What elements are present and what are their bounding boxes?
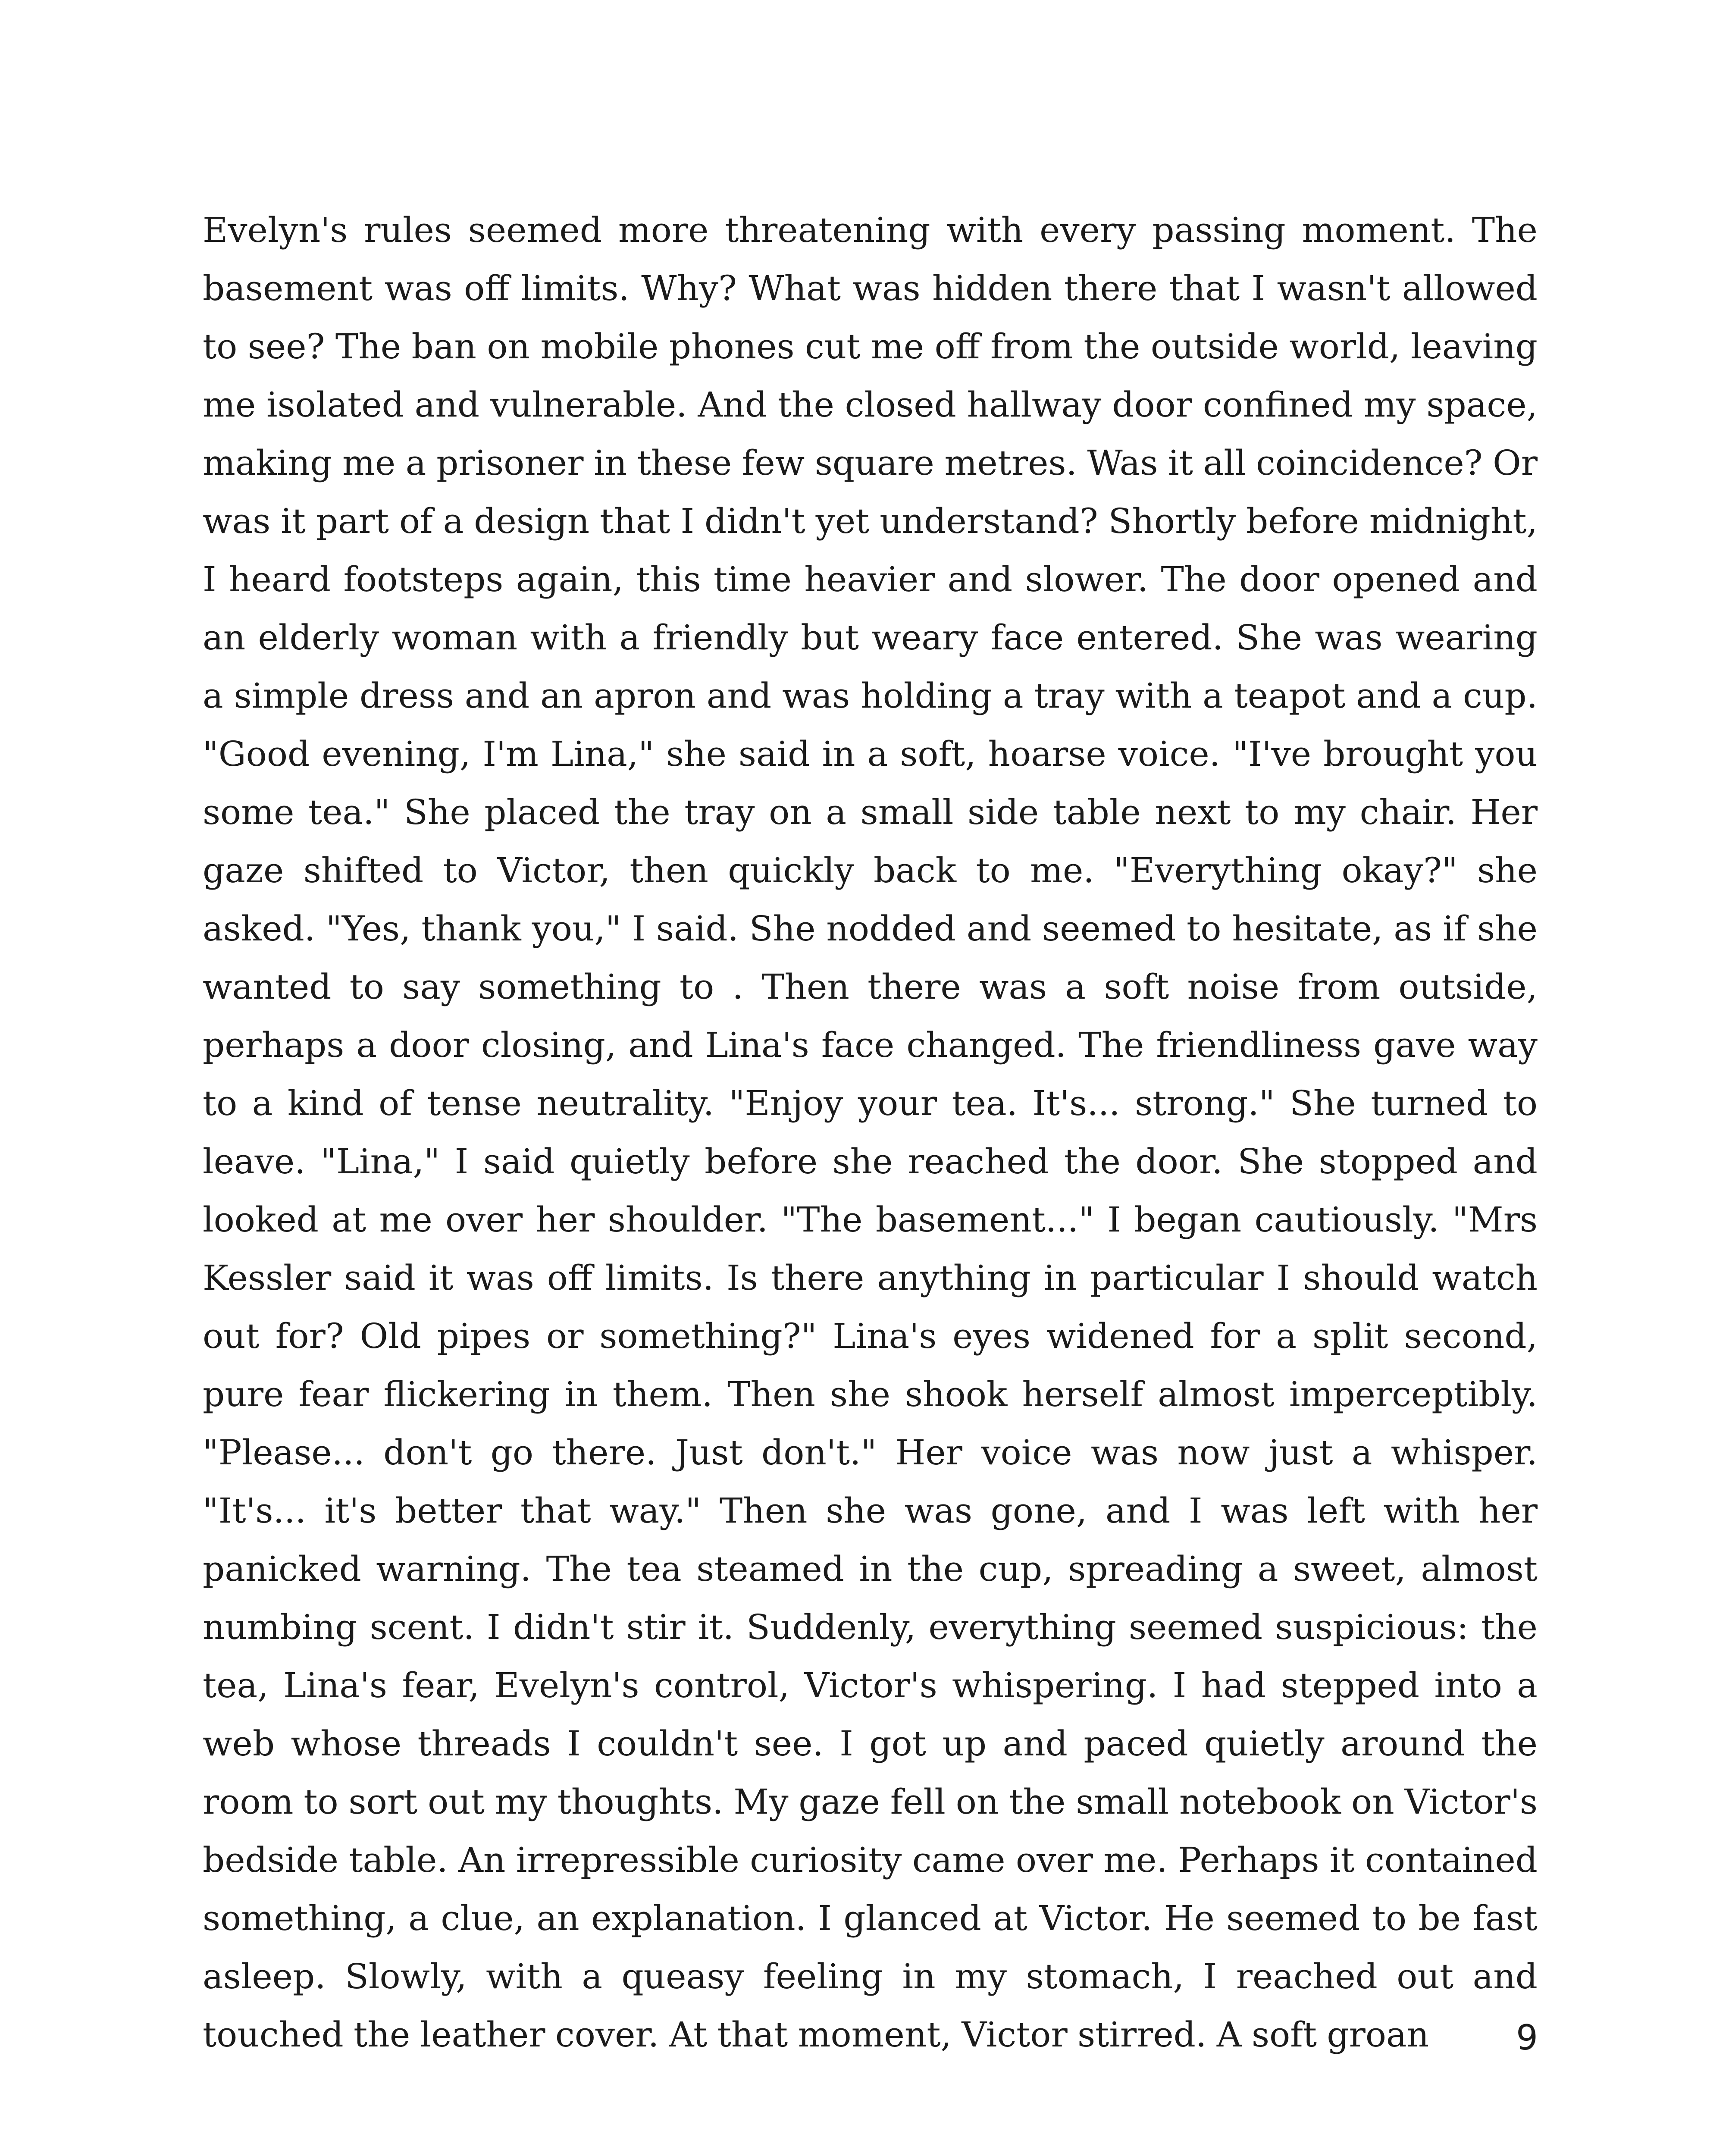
body-paragraph: Evelyn's rules seemed more threatening with every passing moment. The basement was off limits. Why? What was hidden there that I wasn't allowed to see? The ban on mobile phones cut me off from the outside world, leaving me isolated and vulnerable. And the closed hallway door confined my space, making me a prisoner in these few square metres. Was it all coincidence? Or was it part of a design that I didn't yet understand? Shortly before midnight, I heard footsteps again, this time heavier and slower. The door opened and an elderly woman with a friendly but weary face entered. She was wearing a simple dress and an apron and was holding a tray with a teapot and a cup. "Good evening, I'm Lina," she said in a soft, hoarse voice. "I've brought you some tea." She placed the tray on a small side table next to my chair. Her gaze shifted to Victor, then quickly back to me. "Everything okay?" she asked. "Yes, thank you," I said. She nodded and seemed to hesitate, as if she wanted to say something to . Then there was a soft noise from outside, perhaps a door closing, and Lina's face changed. The friendliness gave way to a kind of tense neutrality. "Enjoy your tea. It's... strong." She turned to leave. "Lina," I said quietly before she reached the door. She stopped and looked at me over her shoulder. "The basement..." I began cautiously. "Mrs Kessler said it was off limits. Is there anything in particular I should watch out for? Old pipes or something?" Lina's eyes widened for a split second, pure fear flickering in them. Then she shook herself almost imperceptibly. "Please... don't go there. Just don't." Her voice was now just a whisper. "It's... it's better that way." Then she was gone, and I was left with her panicked warning. The tea steamed in the cup, spreading a sweet, almost numbing scent. I didn't stir it. Suddenly, everything seemed suspicious: the tea, Lina's fear, Evelyn's control, Victor's whispering. I had stepped into a web whose threads I couldn't see. I got up and paced quietly around the room to sort out my thoughts. My gaze fell on the small notebook on Victor's bedside table. An irrepressible curiosity came over me. Perhaps it contained something, a clue, an explanation. I glanced at Victor. He seemed to be fast asleep. Slowly, with a queasy feeling in my stomach, I reached out and touched the leather cover. At that moment, Victor stirred. A soft groan	[203, 210, 1538, 2055]
page-number: 9	[1516, 2018, 1538, 2058]
